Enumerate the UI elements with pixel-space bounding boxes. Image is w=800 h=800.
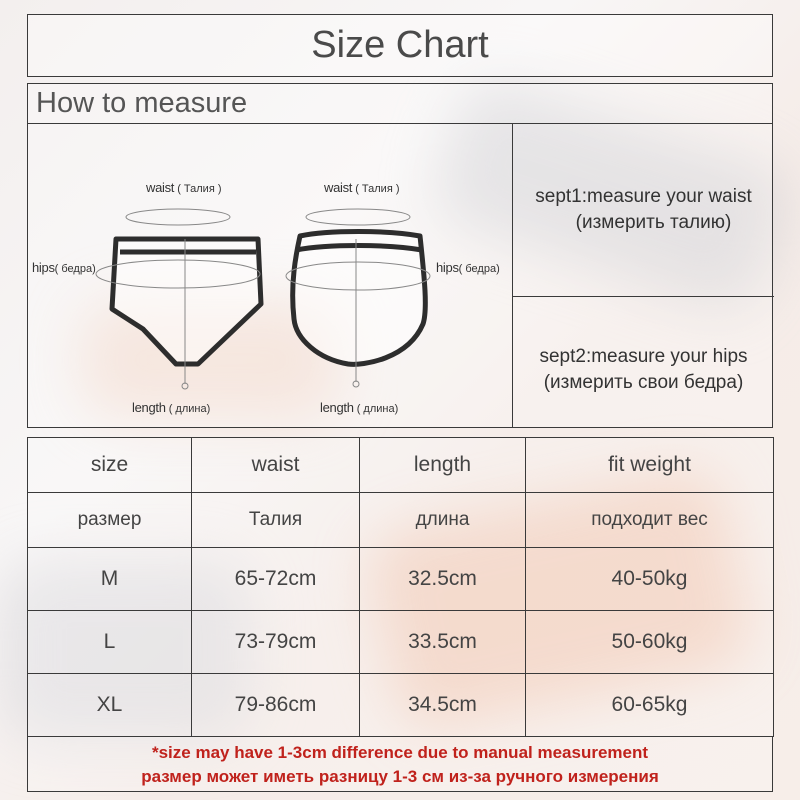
step-2-ru: (измерить свои бедра) bbox=[543, 372, 744, 393]
waist-label-right: waist ( Талия ) bbox=[324, 180, 400, 195]
table-row bbox=[28, 674, 774, 737]
cell-length: 32.5cm bbox=[360, 548, 526, 611]
header-waist-ru: Талия bbox=[192, 493, 360, 548]
hips-label-right: hips( бедра) bbox=[436, 260, 500, 275]
cell-length: 34.5cm bbox=[360, 674, 526, 737]
table-header-row bbox=[28, 438, 774, 493]
underwear-diagram-svg bbox=[28, 124, 512, 428]
header-waist: waist bbox=[192, 438, 360, 493]
size-table bbox=[27, 437, 774, 737]
cell-fit-weight: 40-50kg bbox=[526, 548, 774, 611]
cell-fit-weight: 60-65kg bbox=[526, 674, 774, 737]
hips-label-left: hips( бедра) bbox=[32, 260, 96, 275]
step-1-waist bbox=[513, 184, 774, 236]
brief-left-shape bbox=[96, 209, 261, 389]
how-to-measure-heading: How to measure bbox=[28, 84, 772, 124]
header-length: length bbox=[360, 438, 526, 493]
cell-waist: 73-79cm bbox=[192, 611, 360, 674]
brief-right-shape bbox=[286, 209, 430, 387]
cell-waist: 79-86cm bbox=[192, 674, 360, 737]
step-2-en: sept2:measure your hips bbox=[539, 346, 748, 367]
header-size: size bbox=[28, 438, 192, 493]
table-header-row-ru bbox=[28, 493, 774, 548]
how-to-measure-panel bbox=[27, 83, 773, 428]
length-label-right: length ( длина) bbox=[320, 400, 399, 415]
cell-waist: 65-72cm bbox=[192, 548, 360, 611]
header-fit-weight: fit weight bbox=[526, 438, 774, 493]
length-label-left: length ( длина) bbox=[132, 400, 211, 415]
header-length-ru: длина bbox=[360, 493, 526, 548]
step-2-hips bbox=[513, 344, 774, 396]
waist-label-left: waist ( Талия ) bbox=[146, 180, 222, 195]
measure-diagram bbox=[28, 124, 512, 428]
table-row bbox=[28, 611, 774, 674]
table-row bbox=[28, 548, 774, 611]
page-title: Size Chart bbox=[27, 14, 773, 77]
cell-fit-weight: 50-60kg bbox=[526, 611, 774, 674]
cell-size: L bbox=[28, 611, 192, 674]
panel-divider-horizontal bbox=[512, 296, 774, 297]
cell-size: XL bbox=[28, 674, 192, 737]
cell-size: M bbox=[28, 548, 192, 611]
header-fit-weight-ru: подходит вес bbox=[526, 493, 774, 548]
header-size-ru: размер bbox=[28, 493, 192, 548]
step-1-en: sept1:measure your waist bbox=[535, 186, 752, 207]
cell-length: 33.5cm bbox=[360, 611, 526, 674]
measurement-note bbox=[27, 736, 773, 792]
step-1-ru: (измерить талию) bbox=[575, 212, 732, 233]
note-en: *size may have 1-3cm difference due to manual measurement bbox=[151, 743, 649, 762]
note-ru: размер может иметь разницу 1-3 см из-за ручного измерения bbox=[141, 767, 659, 786]
